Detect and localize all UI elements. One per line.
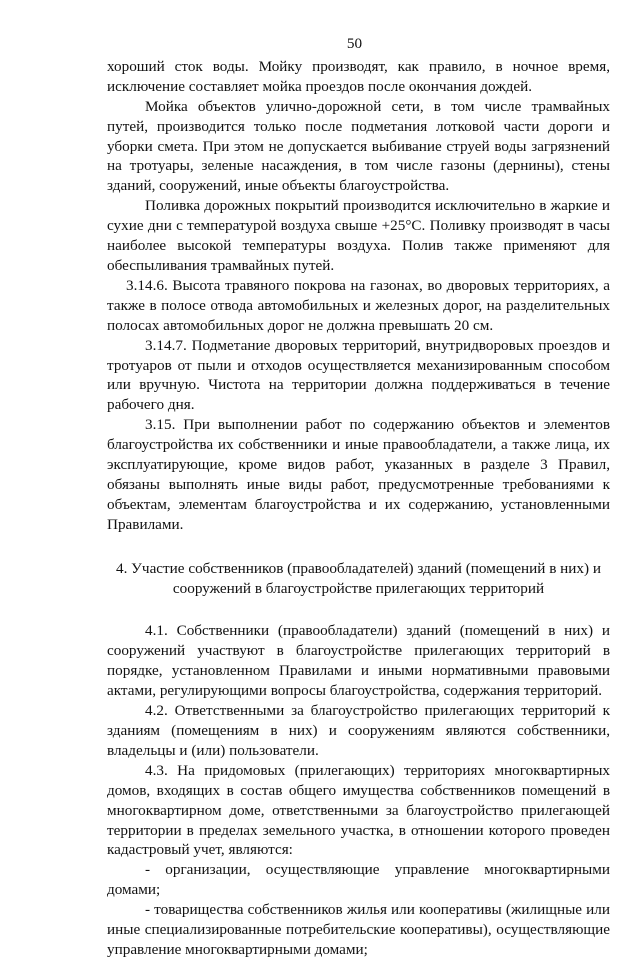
paragraph-4-1: 4.1. Собственники (правообладатели) зданий (помещений в них) и сооружений участвуют в благоустройстве прилегающих территорий в порядке, установленном Правилами и иными нормативными правовыми актами, регулирующими вопросы благоустройства, содержания территорий. <box>107 622 610 700</box>
list-item-management-organizations: - организации, осуществляющие управление многоквартирными домами; <box>107 861 610 899</box>
paragraph-3-15: 3.15. При выполнении работ по содержанию объектов и элементов благоустройства их собственники и иные правообладатели, а также лица, их эксплуатирующие, кроме видов работ, указанных в разделе 3 Правил, обязаны выполнять иные виды работ, предусмотренные требованиями к объектам, элементам благоустройства и их содержанию, установленными Правилами. <box>107 416 610 533</box>
section-heading-line-1: 4. Участие собственников (правообладателей) зданий (помещений в них) и <box>115 559 601 577</box>
list-item-homeowners-associations: - товарищества собственников жилья или кооперативы (жилищные или иные специализированные потребительские кооперативы), осуществляющие управление многоквартирными домами; <box>107 901 610 958</box>
section-heading-line-2: сооружений в благоустройстве прилегающих территорий <box>172 579 545 597</box>
paragraph-3-14-6: 3.14.6. Высота травяного покрова на газонах, во дворовых территориях, а также в полосе отвода автомобильных и железных дорог, на разделительных полосах автомобильных дорог не должна превышать 20 см. <box>107 276 610 334</box>
paragraph-4-3: 4.3. На придомовых (прилегающих) территориях многоквартирных домов, входящих в состав общего имущества собственников помещений в многоквартирном доме, ответственными за благоустройство прилегающей территории в пределах земельного участка, в отношении которого проведен кадастровый учет, являются: <box>107 761 610 859</box>
paragraph-continuation: хороший сток воды. Мойку производят, как правило, в ночное время, исключение составляет мойка проездов после окончания дождей. <box>107 57 610 95</box>
paragraph-4-2: 4.2. Ответственными за благоустройство прилегающих территорий к зданиям (помещениям в них) и сооружениям являются собственники, владельцы и (или) пользователи. <box>107 702 610 759</box>
paragraph-watering-road-surfaces: Поливка дорожных покрытий производится исключительно в жаркие и сухие дни с температурой воздуха свыше +25°С. Поливку производят в часы наиболее высокой температуры воздуха. Полив также применяют для обеспыливания трамвайных путей. <box>107 197 610 274</box>
page-number: 50 <box>346 35 363 52</box>
paragraph-3-14-7: 3.14.7. Подметание дворовых территорий, внутридворовых проездов и тротуаров от пыли и отходов осуществляется механизированным способом или вручную. Чистота на территории должна поддерживаться в течение рабочего дня. <box>107 336 610 414</box>
section-heading <box>107 559 610 599</box>
paragraph-washing-street-network: Мойка объектов улично-дорожной сети, в том числе трамвайных путей, производится только после подметания лотковой части дороги и уборки смета. При этом не допускается выбивание струей воды загрязнений на тротуары, зеленые насаждения, в том числе газоны (дернины), стены зданий, сооружений, иные объекты благоустройства. <box>107 97 610 195</box>
